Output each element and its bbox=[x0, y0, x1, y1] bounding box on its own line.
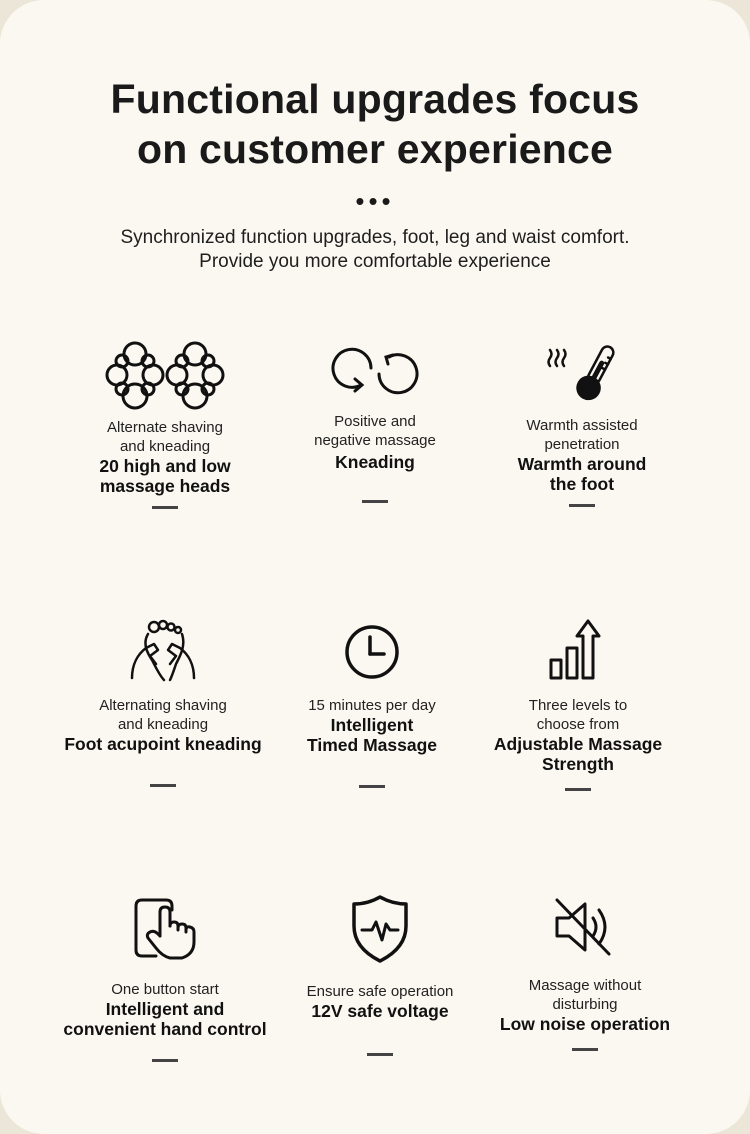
strength-levels-icon bbox=[543, 618, 613, 682]
feature-title: Intelligent Timed Massage bbox=[306, 715, 437, 755]
feature-kneading bbox=[255, 346, 495, 503]
feature-caption: Ensure safe operation bbox=[306, 983, 454, 1000]
feature-underline bbox=[569, 504, 595, 507]
title-line-1: Functional upgrades focus bbox=[110, 76, 640, 122]
subtitle-line-1: Synchronized function upgrades, foot, leg and waist comfort. bbox=[120, 227, 630, 248]
feature-caption: Three levels to choose from bbox=[528, 697, 628, 733]
touch-control-icon bbox=[130, 896, 200, 962]
feature-massage-heads bbox=[45, 340, 285, 509]
mute-speaker-icon bbox=[553, 896, 617, 958]
feature-underline bbox=[150, 784, 176, 787]
feature-adjustable-strength bbox=[458, 618, 698, 791]
rotation-arrows-icon bbox=[325, 346, 425, 396]
feature-low-noise bbox=[465, 896, 705, 1051]
feature-caption: Alternate shaving and kneading bbox=[107, 419, 223, 455]
feature-safe-voltage bbox=[260, 894, 500, 1056]
feature-title: Foot acupoint kneading bbox=[64, 734, 262, 754]
feature-title: Intelligent and convenient hand control bbox=[63, 999, 267, 1039]
page-subtitle bbox=[0, 226, 750, 274]
feature-title: 12V safe voltage bbox=[311, 1001, 449, 1021]
thermometer-heat-icon bbox=[542, 342, 622, 404]
feature-underline bbox=[152, 1059, 178, 1062]
feature-caption: Massage without disturbing bbox=[528, 977, 642, 1013]
feature-title: Adjustable Massage Strength bbox=[493, 734, 663, 774]
feature-caption: 15 minutes per day bbox=[308, 697, 436, 714]
feature-underline bbox=[572, 1048, 598, 1051]
feature-caption: Positive and negative massage bbox=[314, 413, 436, 449]
feature-foot-acupoint bbox=[43, 620, 283, 787]
massage-heads-icon bbox=[105, 340, 225, 410]
page-title bbox=[0, 74, 750, 174]
feature-warmth bbox=[462, 342, 702, 507]
feature-timed-massage bbox=[252, 624, 492, 788]
feature-caption: Alternating shaving and kneading bbox=[99, 697, 227, 733]
title-line-2: on customer experience bbox=[136, 126, 614, 172]
feature-title: Kneading bbox=[335, 452, 415, 472]
separator-dots: ••• bbox=[355, 186, 395, 216]
clock-icon bbox=[342, 624, 402, 680]
feature-underline bbox=[565, 788, 591, 791]
feature-hand-control bbox=[45, 896, 285, 1062]
feature-caption: One button start bbox=[111, 981, 219, 998]
foot-hands-icon bbox=[128, 620, 198, 682]
feature-title: Low noise operation bbox=[499, 1014, 671, 1034]
feature-caption: Warmth assisted penetration bbox=[526, 417, 638, 453]
feature-title: 20 high and low massage heads bbox=[99, 456, 231, 496]
feature-underline bbox=[367, 1053, 393, 1056]
feature-underline bbox=[152, 506, 178, 509]
subtitle-line-2: Provide you more comfortable experience bbox=[199, 251, 551, 272]
feature-underline bbox=[362, 500, 388, 503]
feature-underline bbox=[359, 785, 385, 788]
feature-title: Warmth around the foot bbox=[517, 454, 647, 494]
shield-pulse-icon bbox=[350, 894, 410, 964]
